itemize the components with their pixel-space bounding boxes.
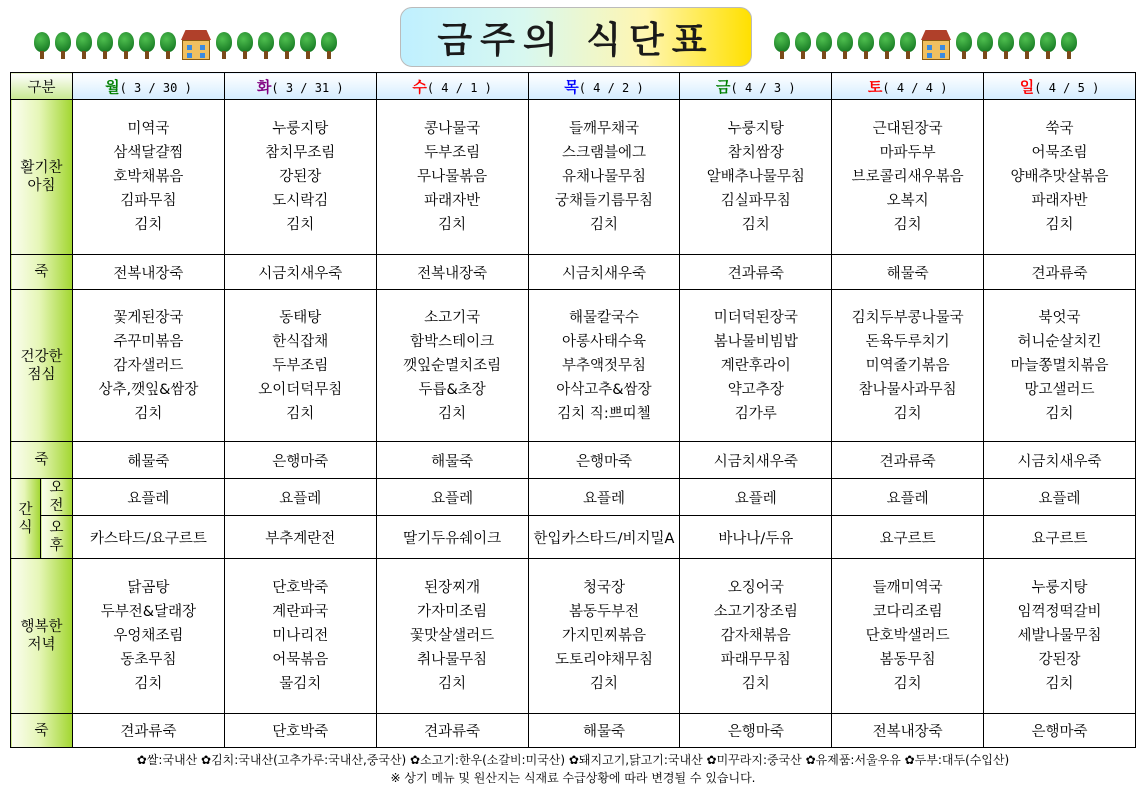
menu-item: 가자미조림 (417, 604, 488, 620)
snack-cell: 요구르트 (832, 516, 984, 559)
menu-item: 우엉채조림 (113, 628, 184, 644)
day-date: ( 3 / 31 ) (271, 80, 344, 95)
menu-item: 양배추맛살볶음 (1010, 169, 1109, 185)
porridge-cell: 은행마죽 (224, 442, 376, 479)
menu-item: 누룽지탕 (727, 121, 784, 137)
menu-item: 김치 (134, 217, 163, 233)
meal-cell (984, 559, 1136, 714)
tree-icon (319, 32, 339, 60)
menu-item: 콩나물국 (424, 121, 481, 137)
label-line: 건강한 (20, 348, 63, 365)
snack-pm-label (41, 516, 73, 559)
menu-item: 단호박샐러드 (865, 628, 950, 644)
menu-item: 김치 (438, 676, 467, 692)
snack-cell: 요플레 (680, 479, 832, 516)
menu-item: 알배추나물무침 (706, 169, 805, 185)
menu-item: 김치 (286, 217, 315, 233)
label-line: 간 (18, 501, 33, 518)
change-notice: ※ 상기 메뉴 및 원산지는 식재료 수급상황에 따라 변경될 수 있습니다. (390, 771, 756, 785)
menu-item: 호박채볶음 (113, 169, 184, 185)
menu-item: 동태탕 (279, 309, 322, 326)
menu-item: 들깨미역국 (872, 580, 943, 596)
menu-item: 봄동두부전 (568, 604, 639, 620)
snack-am-row (11, 479, 1136, 516)
header-row (11, 73, 1136, 100)
snack-cell: 한입카스타드/비지밀A (528, 516, 680, 559)
meal-cell (224, 290, 376, 442)
menu-item: 김실파무침 (720, 193, 791, 209)
porridge-cell: 해물죽 (73, 442, 225, 479)
menu-item: 북엇국 (1038, 309, 1081, 326)
porridge-label: 죽 (11, 714, 73, 748)
tree-icon (772, 32, 792, 60)
label-line: 후 (49, 538, 64, 554)
menu-item: 감자샐러드 (113, 357, 184, 374)
menu-item: 들깨무채국 (568, 121, 639, 137)
porridge-cell: 해물죽 (528, 714, 680, 748)
tree-icon (814, 32, 834, 60)
label-line: 오 (49, 480, 64, 496)
meal-cell (528, 559, 680, 714)
porridge-cell: 시금치새우죽 (984, 442, 1136, 479)
tree-icon (298, 32, 318, 60)
label-line: 오 (49, 520, 64, 536)
menu-item: 김치 (438, 405, 467, 422)
menu-item: 김치 (1045, 676, 1074, 692)
day-header (984, 73, 1136, 100)
porridge-cell: 견과류죽 (376, 714, 528, 748)
tree-icon (53, 32, 73, 60)
day-date: ( 4 / 1 ) (426, 80, 492, 95)
menu-item: 주꾸미볶음 (113, 333, 184, 350)
menu-item: 김치 (741, 217, 770, 233)
menu-item: 한식잡채 (272, 333, 329, 350)
menu-item: 깻잎순멸치조림 (403, 357, 502, 374)
gubun-header: 구분 (11, 73, 73, 100)
menu-item: 유채나물무침 (561, 169, 646, 185)
day-date: ( 4 / 3 ) (730, 80, 796, 95)
porridge-cell: 견과류죽 (984, 255, 1136, 290)
menu-item: 도시락김 (272, 193, 329, 209)
snack-cell: 요구르트 (984, 516, 1136, 559)
menu-item: 파래자반 (1031, 193, 1088, 209)
tree-row-right (772, 30, 1079, 60)
meal-cell (680, 100, 832, 255)
menu-item: 부추액젓무침 (561, 357, 646, 374)
menu-item: 꽃게된장국 (113, 309, 184, 326)
porridge-label: 죽 (11, 442, 73, 479)
tree-icon (158, 32, 178, 60)
day-header (680, 73, 832, 100)
menu-item: 미나리전 (272, 628, 329, 644)
menu-item: 김치 (286, 405, 315, 422)
tree-icon (256, 32, 276, 60)
snack-cell: 요플레 (376, 479, 528, 516)
snack-am-label (41, 479, 73, 516)
meal-cell (376, 100, 528, 255)
label-line: 아침 (27, 178, 56, 194)
house-icon (919, 30, 953, 60)
menu-item: 김치 (589, 217, 618, 233)
porridge-cell: 단호박죽 (224, 714, 376, 748)
tree-icon (877, 32, 897, 60)
tree-icon (137, 32, 157, 60)
tree-icon (954, 32, 974, 60)
menu-item: 감자채볶음 (720, 628, 791, 644)
day-header (528, 73, 680, 100)
snack-cell: 바나나/두유 (680, 516, 832, 559)
menu-item: 미역국 (127, 121, 170, 137)
lunch-row (11, 290, 1136, 442)
meal-cell (984, 100, 1136, 255)
breakfast-porridge-row (11, 255, 1136, 290)
house-icon (179, 30, 213, 60)
menu-item: 약고추장 (727, 381, 784, 398)
porridge-cell: 해물죽 (832, 255, 984, 290)
label-line: 전 (49, 498, 64, 514)
meal-cell (73, 290, 225, 442)
menu-item: 김치 직:쁘띠첼 (557, 405, 651, 422)
menu-item: 망고샐러드 (1024, 381, 1095, 398)
porridge-cell: 은행마죽 (680, 714, 832, 748)
menu-item: 김치 (1045, 405, 1074, 422)
origin-note: ✿쌀:국내산 ✿김치:국내산(고추가루:국내산,중국산) ✿소고기:한우(소갈비:미국산) ✿돼지고기,닭고기:국내산 ✿미꾸라지:중국산 ✿유제품:서울우유 ✿두부:대두(수입산) (136, 753, 1010, 767)
tree-icon (975, 32, 995, 60)
menu-item: 세발나물무침 (1017, 628, 1102, 644)
meal-cell (680, 559, 832, 714)
menu-item: 스크램블에그 (561, 145, 646, 161)
tree-icon (95, 32, 115, 60)
porridge-cell: 견과류죽 (832, 442, 984, 479)
day-name: 금 (716, 77, 731, 96)
snack-cell: 요플레 (224, 479, 376, 516)
snack-label (11, 479, 41, 559)
tree-icon (74, 32, 94, 60)
snack-cell: 요플레 (528, 479, 680, 516)
porridge-cell: 시금치새우죽 (680, 442, 832, 479)
menu-item: 마파두부 (879, 145, 936, 161)
day-name: 목 (564, 77, 579, 96)
menu-item: 허니순살치킨 (1017, 333, 1102, 350)
menu-item: 김치 (134, 405, 163, 422)
day-name: 수 (412, 77, 427, 96)
dinner-label (11, 559, 73, 714)
breakfast-row (11, 100, 1136, 255)
menu-item: 청국장 (582, 580, 625, 596)
menu-item: 계란파국 (272, 604, 329, 620)
day-name: 화 (256, 77, 272, 96)
dinner-porridge-row (11, 714, 1136, 748)
menu-item: 돈육두루치기 (865, 333, 950, 350)
breakfast-label (11, 100, 73, 255)
day-name: 일 (1019, 77, 1035, 96)
menu-item: 쑥국 (1045, 121, 1074, 137)
day-name: 토 (867, 77, 883, 96)
menu-item: 참치무조림 (265, 145, 336, 161)
porridge-cell: 전복내장죽 (832, 714, 984, 748)
day-date: ( 4 / 2 ) (578, 80, 644, 95)
meal-cell (224, 559, 376, 714)
lunch-label (11, 290, 73, 442)
porridge-cell: 전복내장죽 (73, 255, 225, 290)
menu-item: 오복지 (886, 193, 929, 209)
menu-item: 오징어국 (727, 580, 784, 596)
menu-item: 참나물사과무침 (858, 381, 957, 398)
menu-item: 함박스테이크 (410, 333, 495, 350)
tree-icon (1038, 32, 1058, 60)
dinner-row (11, 559, 1136, 714)
menu-item: 봄나물비빔밥 (713, 333, 798, 350)
meal-cell (376, 290, 528, 442)
tree-icon (793, 32, 813, 60)
menu-item: 도토리야채무침 (554, 652, 653, 668)
label-line: 활기찬 (20, 160, 63, 176)
menu-item: 물김치 (279, 676, 322, 692)
tree-icon (1059, 32, 1079, 60)
menu-item: 어묵볶음 (272, 652, 329, 668)
menu-item: 단호박죽 (272, 580, 329, 596)
menu-item: 무나물볶음 (417, 169, 488, 185)
tree-icon (856, 32, 876, 60)
menu-item: 봄동무침 (879, 652, 936, 668)
porridge-cell: 은행마죽 (528, 442, 680, 479)
menu-item: 오이더덕무침 (258, 381, 343, 398)
menu-item: 상추,깻잎&쌈장 (98, 381, 199, 398)
meal-cell (528, 290, 680, 442)
menu-item: 두부조림 (272, 357, 329, 374)
menu-item: 코다리조림 (872, 604, 943, 620)
menu-item: 파래자반 (424, 193, 481, 209)
menu-item: 삼색달걀찜 (113, 145, 184, 161)
tree-icon (277, 32, 297, 60)
tree-icon (898, 32, 918, 60)
porridge-cell: 전복내장죽 (376, 255, 528, 290)
porridge-label: 죽 (11, 255, 73, 290)
menu-item: 누룽지탕 (272, 121, 329, 137)
menu-item: 계란후라이 (720, 357, 791, 374)
snack-cell: 카스타드/요구르트 (73, 516, 225, 559)
porridge-cell: 시금치새우죽 (528, 255, 680, 290)
porridge-cell: 은행마죽 (984, 714, 1136, 748)
tree-icon (32, 32, 52, 60)
page-title: 금주의 식단표 (400, 7, 752, 67)
menu-item: 강된장 (1038, 652, 1081, 668)
porridge-cell: 견과류죽 (680, 255, 832, 290)
menu-item: 두부전&달래장 (100, 604, 197, 620)
meal-cell (832, 559, 984, 714)
menu-item: 임꺽정떡갈비 (1017, 604, 1102, 620)
day-date: ( 4 / 4 ) (882, 80, 948, 95)
day-header (376, 73, 528, 100)
snack-cell: 요플레 (832, 479, 984, 516)
tree-icon (996, 32, 1016, 60)
lunch-porridge-row (11, 442, 1136, 479)
menu-item: 미역줄기볶음 (865, 357, 950, 374)
day-header (224, 73, 376, 100)
menu-item: 소고기국 (424, 309, 481, 326)
label-line: 식 (18, 519, 33, 536)
menu-item: 김치 (741, 676, 770, 692)
menu-item: 김치 (893, 217, 922, 233)
porridge-cell: 견과류죽 (73, 714, 225, 748)
meal-cell (376, 559, 528, 714)
menu-item: 궁채들기름무침 (554, 193, 653, 209)
menu-item: 김치 (589, 676, 618, 692)
meal-cell (528, 100, 680, 255)
day-header (832, 73, 984, 100)
label-line: 저녁 (27, 637, 56, 653)
tree-icon (116, 32, 136, 60)
menu-item: 두부조림 (424, 145, 481, 161)
menu-table (10, 72, 1136, 748)
meal-cell (832, 100, 984, 255)
snack-cell: 부추계란전 (224, 516, 376, 559)
menu-item: 두릅&초장 (418, 381, 486, 398)
tree-icon (214, 32, 234, 60)
meal-cell (224, 100, 376, 255)
menu-item: 닭곰탕 (127, 580, 170, 596)
porridge-cell: 해물죽 (376, 442, 528, 479)
label-line: 행복한 (20, 619, 63, 635)
day-date: ( 3 / 30 ) (119, 80, 192, 95)
menu-item: 누룽지탕 (1031, 580, 1088, 596)
menu-item: 파래무무침 (720, 652, 791, 668)
tree-row-left (32, 30, 339, 60)
menu-item: 가지민찌볶음 (561, 628, 646, 644)
menu-item: 해물칼국수 (568, 309, 639, 326)
menu-item: 미더덕된장국 (713, 309, 798, 326)
snack-cell: 요플레 (73, 479, 225, 516)
menu-item: 김파무침 (120, 193, 177, 209)
menu-item: 참치쌈장 (727, 145, 784, 161)
snack-pm-row (11, 516, 1136, 559)
snack-cell: 요플레 (984, 479, 1136, 516)
menu-item: 김치두부콩나물국 (851, 309, 964, 326)
menu-item: 김치 (134, 676, 163, 692)
snack-cell: 딸기두유쉐이크 (376, 516, 528, 559)
meal-cell (680, 290, 832, 442)
menu-item: 아롱사태수육 (561, 333, 646, 350)
menu-item: 김치 (438, 217, 467, 233)
menu-item: 꽃맛살샐러드 (410, 628, 495, 644)
day-name: 월 (105, 77, 120, 96)
tree-icon (835, 32, 855, 60)
label-line: 점심 (27, 366, 56, 383)
menu-item: 마늘쫑멸치볶음 (1010, 357, 1109, 374)
menu-item: 김가루 (734, 405, 777, 422)
menu-item: 김치 (893, 676, 922, 692)
tree-icon (1017, 32, 1037, 60)
porridge-cell: 시금치새우죽 (224, 255, 376, 290)
meal-cell (73, 559, 225, 714)
meal-cell (832, 290, 984, 442)
tree-icon (235, 32, 255, 60)
menu-item: 강된장 (279, 169, 322, 185)
menu-item: 근대된장국 (872, 121, 943, 137)
menu-item: 취나물무침 (417, 652, 488, 668)
meal-cell (984, 290, 1136, 442)
menu-item: 소고기장조림 (713, 604, 798, 620)
menu-item: 동초무침 (120, 652, 177, 668)
menu-item: 브로콜리새우볶음 (851, 169, 964, 185)
menu-item: 아삭고추&쌈장 (556, 381, 652, 398)
menu-item: 김치 (1045, 217, 1074, 233)
day-header (73, 73, 225, 100)
menu-item: 된장찌개 (424, 580, 481, 596)
menu-item: 어묵조림 (1031, 145, 1088, 161)
day-date: ( 4 / 5 ) (1034, 80, 1100, 95)
menu-item: 김치 (893, 405, 922, 422)
meal-cell (73, 100, 225, 255)
